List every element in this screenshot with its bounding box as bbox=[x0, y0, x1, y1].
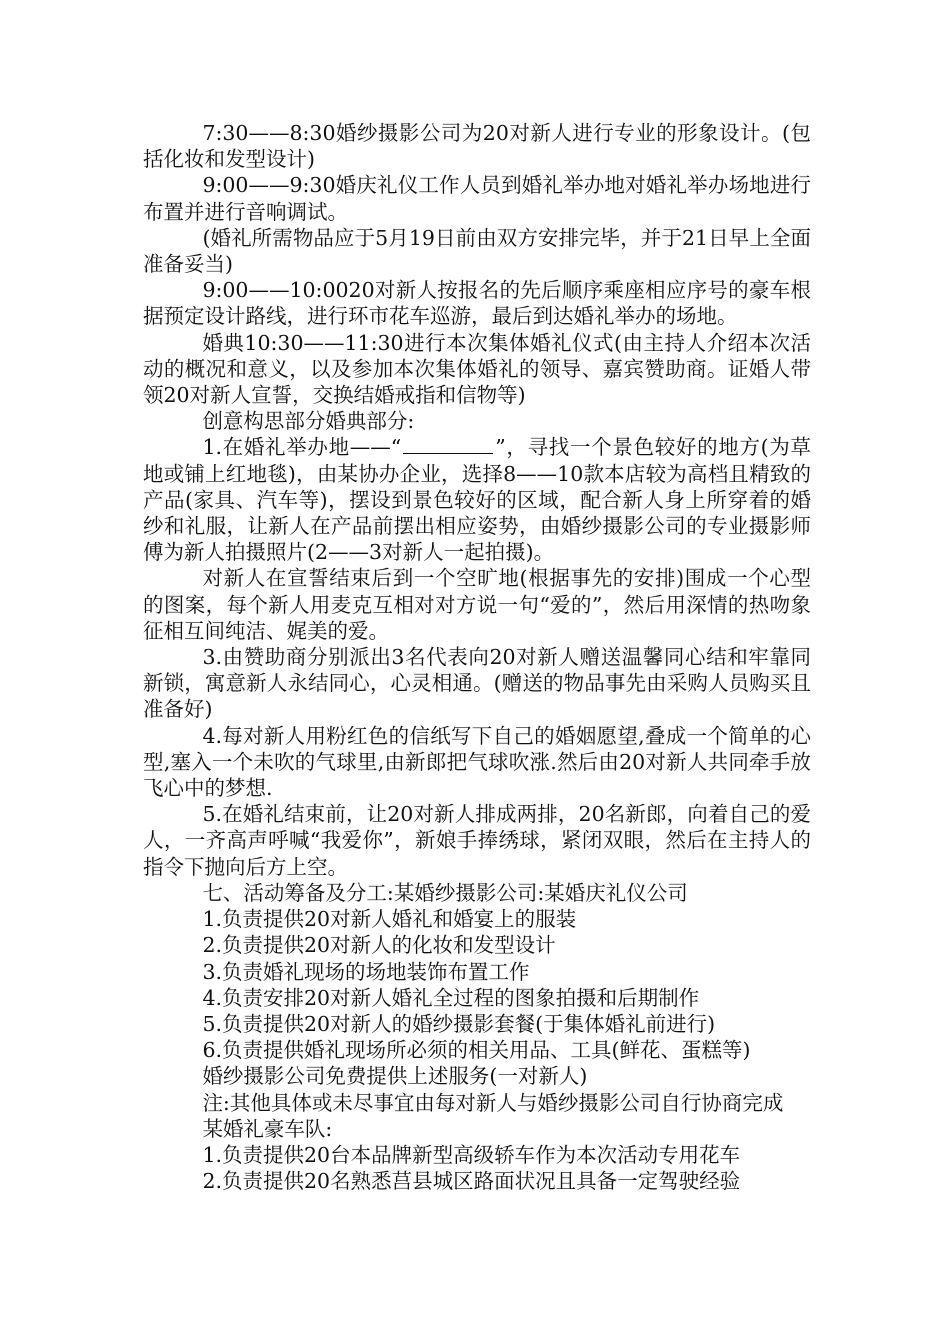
paragraph-item-1 bbox=[143, 434, 811, 565]
paragraph-note: 注:其他具体或未尽事宜由每对新人与婚纱摄影公司自行协商完成 bbox=[202, 1090, 784, 1115]
paragraph-item-3: 3.由赞助商分别派出3名代表向20对新人赠送温馨同心结和牢靠同新锁，寓意新人永结同心，心灵相通。(赠送的物品事先由采购人员购买且准备好) bbox=[143, 645, 811, 722]
list-item: 1.负责提供20对新人婚礼和婚宴上的服装 bbox=[202, 907, 577, 932]
list-item: 3.负责婚礼现场的场地装饰布置工作 bbox=[202, 959, 530, 984]
paragraph-item-4: 4.每对新人用粉红色的信纸写下自己的婚姻愿望,叠成一个简单的心型,塞入一个未吹的气球里,由新郎把气球吹涨.然后由20对新人共同牵手放飞心中的梦想. bbox=[143, 723, 811, 801]
paragraph-creative-heading: 创意构思部分婚典部分: bbox=[202, 409, 415, 434]
list-item: 2.负责提供20名熟悉莒县城区路面状况且具备一定驾驶经验 bbox=[202, 1169, 741, 1194]
paragraph-car-team-heading: 某婚礼豪车队: bbox=[202, 1116, 333, 1141]
fill-in-blank bbox=[403, 435, 493, 454]
paragraph-car-parade: 9:00——10:0020对新人按报名的先后顺序乘座相应序号的豪车根据预定设计路线，进行环市花车巡游，最后到达婚礼举办的场地。 bbox=[143, 278, 811, 329]
paragraph-item-5: 5.在婚礼结束前，让20对新人排成两排，20名新郎，向着自己的爱人，一齐高声呼喊“我爱你”，新娘手捧绣球，紧闭双眼，然后在主持人的指令下抛向后方上空。 bbox=[143, 802, 811, 879]
list-item: 6.负责提供婚礼现场所必须的相关用品、工具(鲜花、蛋糕等) bbox=[202, 1038, 751, 1063]
paragraph-makeup-schedule: 7:30——8:30婚纱摄影公司为20对新人进行专业的形象设计。(包括化妆和发型设计) bbox=[143, 121, 811, 172]
paragraph-supplies-note: (婚礼所需物品应于5月19日前由双方安排完毕，并于21日早上全面准备妥当) bbox=[143, 225, 811, 277]
list-item: 1.负责提供20台本品牌新型高级轿车作为本次活动专用花车 bbox=[202, 1142, 741, 1167]
paragraph-free-service: 婚纱摄影公司免费提供上述服务(一对新人) bbox=[202, 1064, 588, 1089]
paragraph-venue-setup: 9:00——9:30婚庆礼仪工作人员到婚礼举办地对婚礼举办场地进行布置并进行音响调试。 bbox=[143, 173, 811, 224]
list-item: 2.负责提供20对新人的化妆和发型设计 bbox=[202, 933, 556, 958]
document-body bbox=[143, 120, 811, 1194]
paragraph-ceremony: 婚典10:30——11:30进行本次集体婚礼仪式(由主持人介绍本次活动的概况和意义，以及参加本次集体婚礼的领导、嘉宾赞助商。证婚人带领20对新人宣誓，交换结婚戒指和信物等) bbox=[143, 330, 811, 408]
item1-before-blank: 1.在婚礼举办地——“ bbox=[202, 435, 402, 460]
list-item: 5.负责提供20对新人的婚纱摄影套餐(于集体婚礼前进行) bbox=[202, 1011, 716, 1036]
list-item: 4.负责安排20对新人婚礼全过程的图象拍摄和后期制作 bbox=[202, 985, 700, 1010]
paragraph-heart-shape: 对新人在宣誓结束后到一个空旷地(根据事先的安排)围成一个心型的图案，每个新人用麦克互相对对方说一句“爱的”，然后用深情的热吻象征相互间纯洁、娓美的爱。 bbox=[143, 566, 811, 643]
item1-after-blank: ”，寻找一个景色较好的地方(为草地或铺上红地毯)，由某协办企业，选择8——10款本店较为高档且精致的产品(家具、汽车等)，摆设到景色较好的区域，配合新人身上所穿着的婚纱和礼服，让新人在产品前摆出相应姿势，由婚纱摄影公司的专业摄影师傅为新人拍摄照片(2——3对新人一起拍摄)。 bbox=[143, 435, 811, 565]
paragraph-section-seven: 七、活动筹备及分工:某婚纱摄影公司:某婚庆礼仪公司 bbox=[202, 880, 688, 905]
